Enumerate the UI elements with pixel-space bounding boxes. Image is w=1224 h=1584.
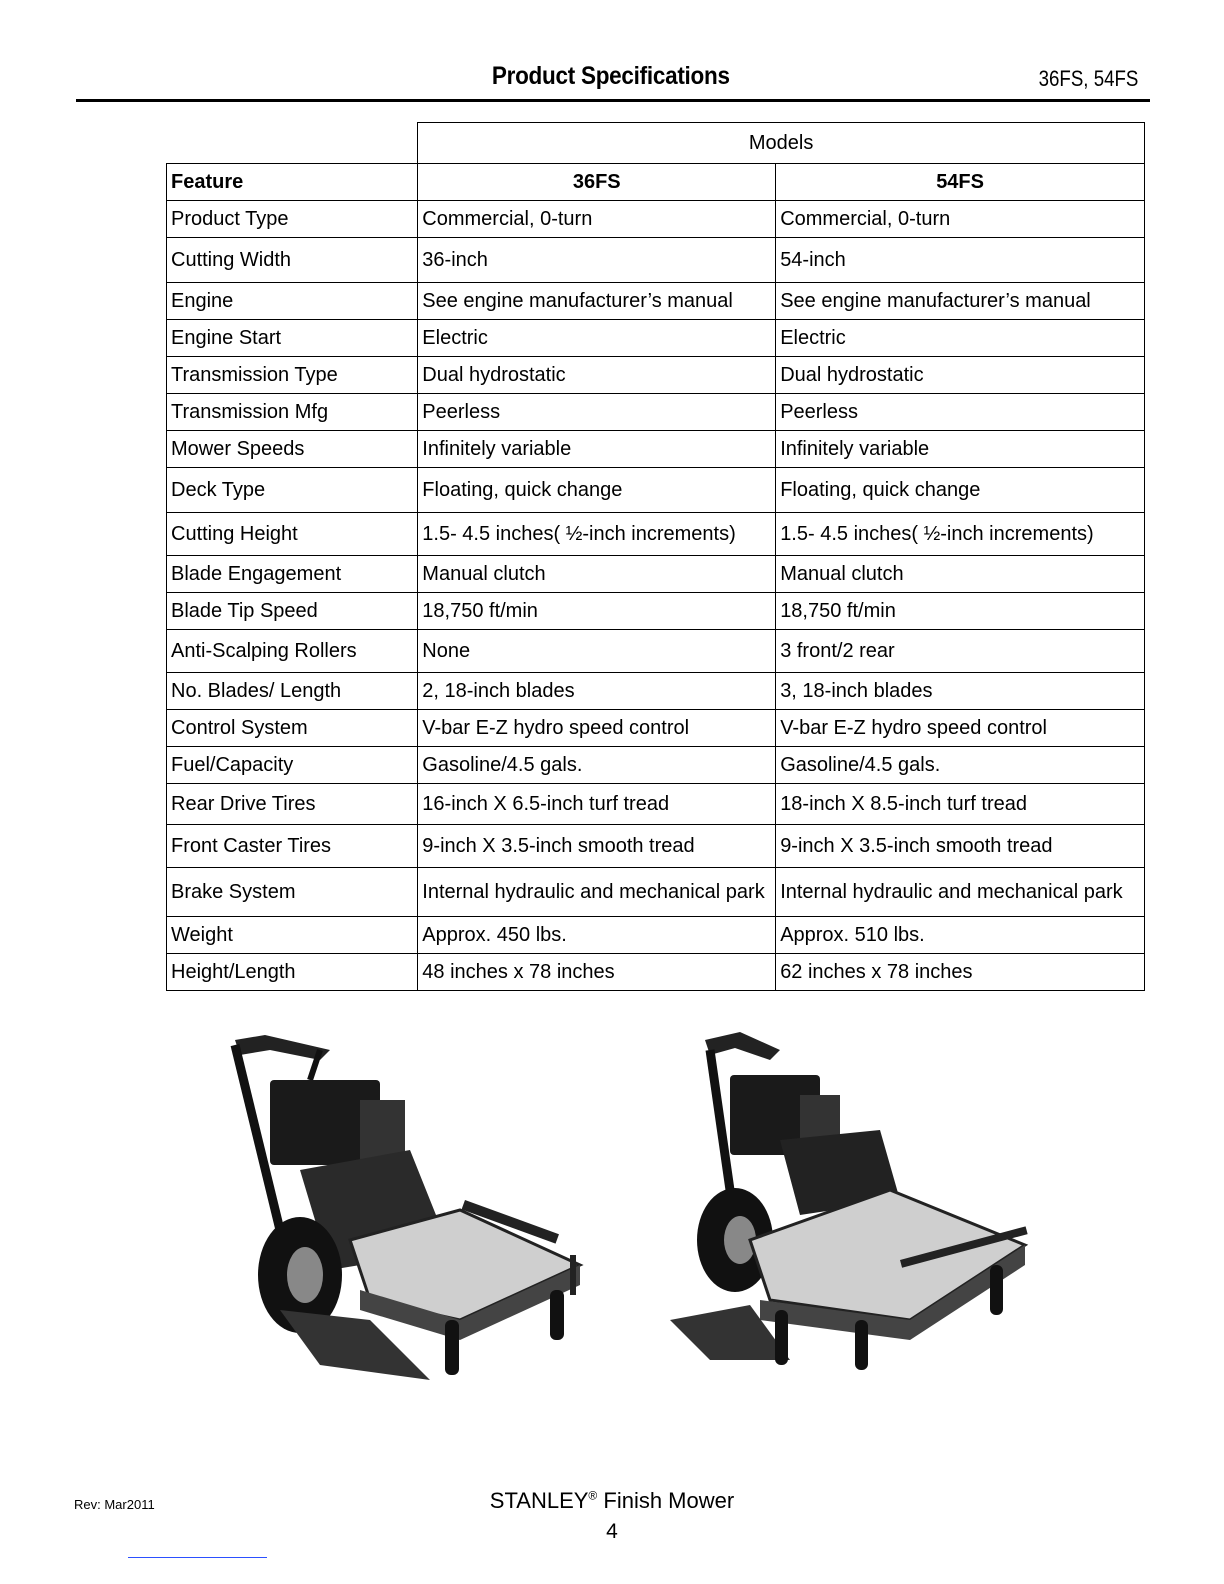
table-row (167, 868, 1145, 917)
feature-cell: Weight (167, 917, 418, 954)
table-row (167, 201, 1145, 238)
table-row (167, 556, 1145, 593)
value-36fs-cell: Approx. 450 lbs. (418, 917, 776, 954)
mower-54fs-image (650, 1020, 1050, 1400)
value-36fs-cell: 9-inch X 3.5-inch smooth tread (418, 825, 776, 868)
product-name: Finish Mower (597, 1488, 735, 1513)
table-row (167, 431, 1145, 468)
value-36fs-cell: Floating, quick change (418, 468, 776, 513)
table-row (167, 954, 1145, 991)
value-36fs-cell: 2, 18-inch blades (418, 673, 776, 710)
feature-cell: Engine (167, 283, 418, 320)
column-header-54fs: 54FS (776, 164, 1145, 201)
value-54fs-cell: Electric (776, 320, 1145, 357)
feature-cell: Blade Engagement (167, 556, 418, 593)
feature-cell: Fuel/Capacity (167, 747, 418, 784)
value-36fs-cell: 36-inch (418, 238, 776, 283)
value-36fs-cell: Infinitely variable (418, 431, 776, 468)
table-row (167, 468, 1145, 513)
models-caption-row (167, 123, 1145, 164)
models-caption: Models (418, 123, 1145, 164)
value-54fs-cell: 9-inch X 3.5-inch smooth tread (776, 825, 1145, 868)
value-54fs-cell: See engine manufacturer’s manual (776, 283, 1145, 320)
value-36fs-cell: See engine manufacturer’s manual (418, 283, 776, 320)
revision-label: Rev: Mar2011 (74, 1497, 155, 1512)
feature-cell: Mower Speeds (167, 431, 418, 468)
mower-36fs-image (210, 1020, 610, 1400)
table-row (167, 357, 1145, 394)
value-36fs-cell: Gasoline/4.5 gals. (418, 747, 776, 784)
value-36fs-cell: Commercial, 0-turn (418, 201, 776, 238)
table-row (167, 825, 1145, 868)
table-row (167, 283, 1145, 320)
feature-cell: Control System (167, 710, 418, 747)
page-number: 4 (606, 1520, 618, 1543)
header-rule (76, 99, 1150, 102)
value-54fs-cell: 62 inches x 78 inches (776, 954, 1145, 991)
table-row (167, 320, 1145, 357)
value-54fs-cell: Commercial, 0-turn (776, 201, 1145, 238)
page-title: Product Specifications (491, 62, 730, 90)
value-54fs-cell: 1.5- 4.5 inches( ½-inch increments) (776, 513, 1145, 556)
table-row (167, 513, 1145, 556)
header-model-numbers: 36FS, 54FS (1038, 66, 1138, 91)
brand-name: STANLEY (489, 1488, 589, 1513)
value-36fs-cell: Peerless (418, 394, 776, 431)
value-54fs-cell: 3 front/2 rear (776, 630, 1145, 673)
value-36fs-cell: 1.5- 4.5 inches( ½-inch increments) (418, 513, 776, 556)
value-54fs-cell: Approx. 510 lbs. (776, 917, 1145, 954)
registered-mark: ® (588, 1488, 598, 1503)
column-header-36fs: 36FS (418, 164, 776, 201)
feature-cell: No. Blades/ Length (167, 673, 418, 710)
feature-cell: Cutting Height (167, 513, 418, 556)
feature-cell: Height/Length (167, 954, 418, 991)
column-header-row (167, 164, 1145, 201)
specifications-table (166, 122, 1145, 991)
table-row (167, 917, 1145, 954)
feature-cell: Anti-Scalping Rollers (167, 630, 418, 673)
value-36fs-cell: Manual clutch (418, 556, 776, 593)
value-54fs-cell: Infinitely variable (776, 431, 1145, 468)
value-36fs-cell: Electric (418, 320, 776, 357)
table-row (167, 630, 1145, 673)
value-36fs-cell: V-bar E-Z hydro speed control (418, 710, 776, 747)
value-54fs-cell: V-bar E-Z hydro speed control (776, 710, 1145, 747)
table-row (167, 747, 1145, 784)
feature-cell: Rear Drive Tires (167, 784, 418, 825)
value-36fs-cell: 16-inch X 6.5-inch turf tread (418, 784, 776, 825)
feature-cell: Deck Type (167, 468, 418, 513)
value-54fs-cell: Dual hydrostatic (776, 357, 1145, 394)
table-row (167, 394, 1145, 431)
link-underline[interactable] (128, 1557, 267, 1558)
value-54fs-cell: Internal hydraulic and mechanical park (776, 868, 1145, 917)
column-header-feature: Feature (167, 164, 418, 201)
feature-cell: Brake System (167, 868, 418, 917)
table-row (167, 593, 1145, 630)
value-36fs-cell: 18,750 ft/min (418, 593, 776, 630)
value-54fs-cell: Peerless (776, 394, 1145, 431)
table-row (167, 673, 1145, 710)
value-54fs-cell: 18-inch X 8.5-inch turf tread (776, 784, 1145, 825)
footer-title (0, 1488, 1224, 1514)
value-54fs-cell: 3, 18-inch blades (776, 673, 1145, 710)
feature-cell: Transmission Mfg (167, 394, 418, 431)
value-54fs-cell: 18,750 ft/min (776, 593, 1145, 630)
value-36fs-cell: Dual hydrostatic (418, 357, 776, 394)
table-row (167, 710, 1145, 747)
feature-cell: Engine Start (167, 320, 418, 357)
value-54fs-cell: Gasoline/4.5 gals. (776, 747, 1145, 784)
feature-cell: Cutting Width (167, 238, 418, 283)
value-54fs-cell: Manual clutch (776, 556, 1145, 593)
table-row (167, 784, 1145, 825)
blank-cell (167, 123, 418, 164)
feature-cell: Transmission Type (167, 357, 418, 394)
value-54fs-cell: 54-inch (776, 238, 1145, 283)
feature-cell: Product Type (167, 201, 418, 238)
value-36fs-cell: None (418, 630, 776, 673)
feature-cell: Blade Tip Speed (167, 593, 418, 630)
value-36fs-cell: Internal hydraulic and mechanical park (418, 868, 776, 917)
feature-cell: Front Caster Tires (167, 825, 418, 868)
value-36fs-cell: 48 inches x 78 inches (418, 954, 776, 991)
table-row (167, 238, 1145, 283)
value-54fs-cell: Floating, quick change (776, 468, 1145, 513)
